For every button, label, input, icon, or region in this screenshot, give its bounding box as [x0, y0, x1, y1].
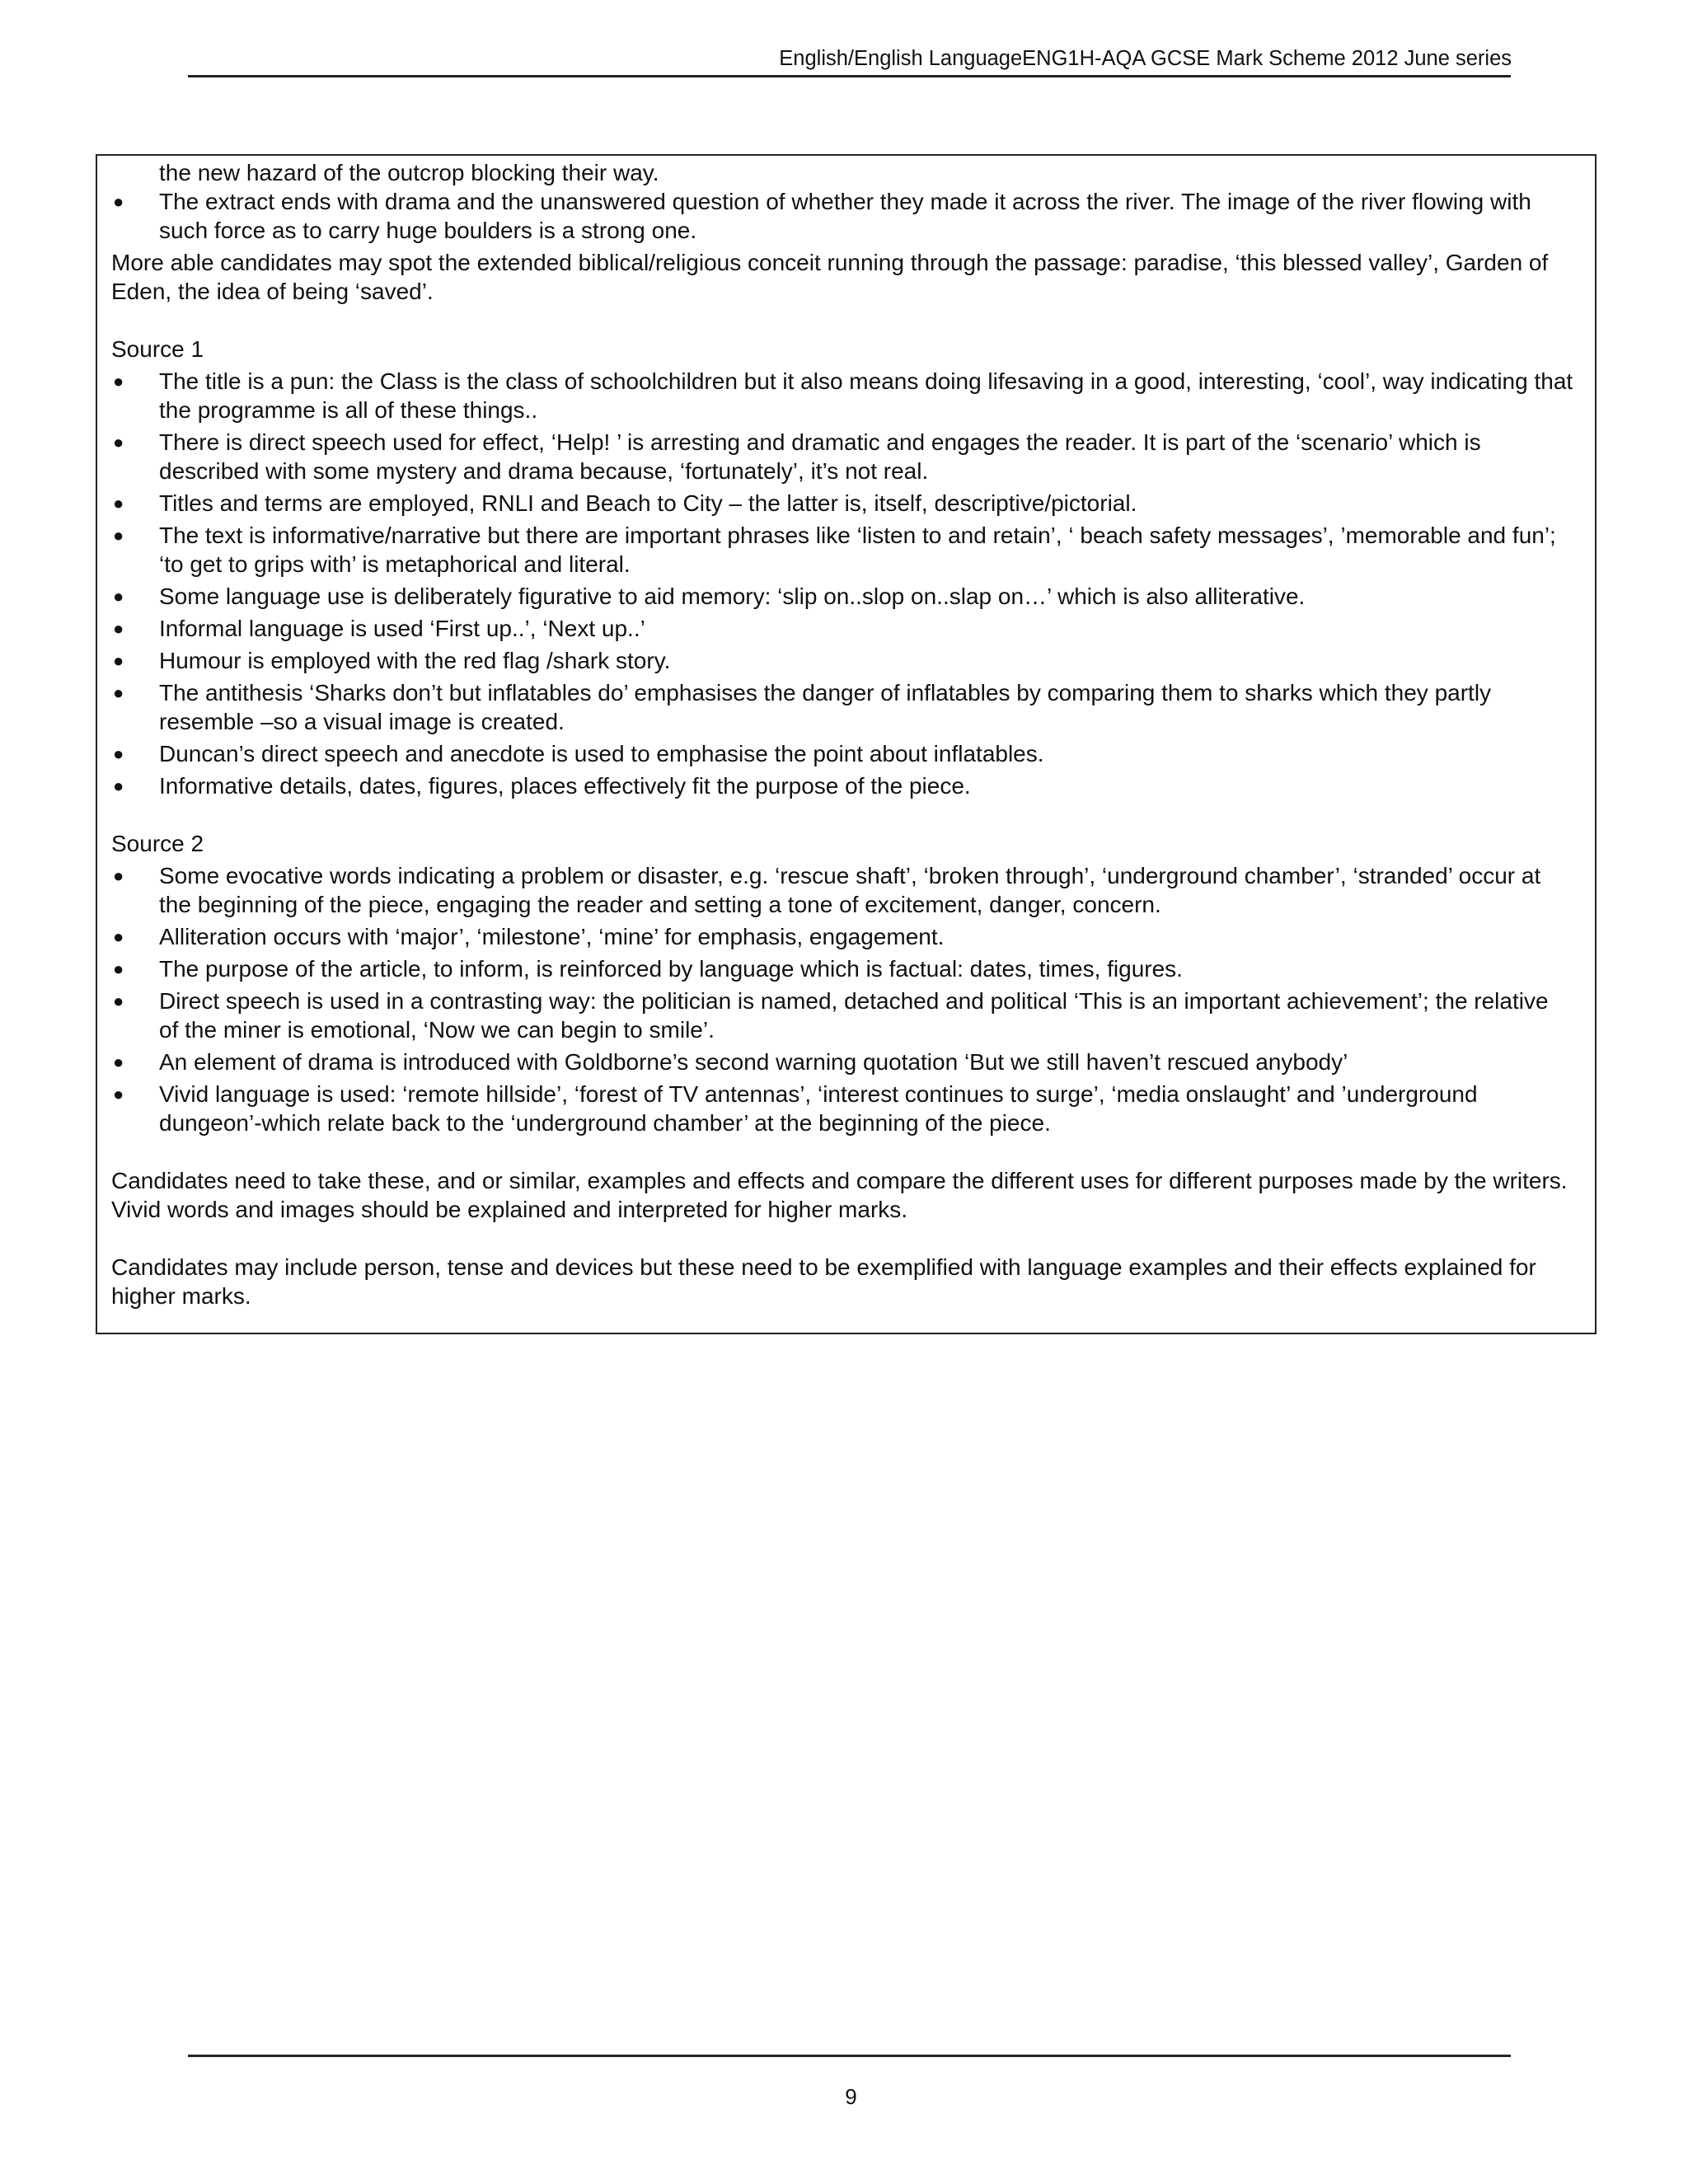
bullet-icon: ●: [113, 493, 124, 513]
page-header-title: English/English LanguageENG1H-AQA GCSE Mark Scheme 2012 June series: [779, 47, 1512, 70]
list-item: [111, 739, 1573, 768]
bullet-icon: ●: [113, 865, 124, 886]
list-item-text: An element of drama is introduced with Goldborne’s second warning quotation ‘But we still haven’t rescued anybody’: [159, 1049, 1348, 1075]
list-item-text: The text is informative/narrative but there are important phrases like ‘listen to and retain’, ‘ beach safety messages’, ’memorable and fun’; ‘to get to grips with’ is metaphorical and literal.: [159, 523, 1556, 577]
list-item: [111, 614, 1573, 643]
list-item-text: The title is a pun: the Class is the class of schoolchildren but it also means doing lifesaving in a good, interesting, ‘cool’, way indicating that the programme is all of these things..: [159, 368, 1573, 423]
closing-paragraph-2: Candidates may include person, tense and devices but these need to be exemplified with language examples and their effects explained for higher marks.: [111, 1254, 1536, 1309]
list-item-text: Alliteration occurs with ‘major’, ‘milestone’, ‘mine’ for emphasis, engagement.: [159, 924, 945, 949]
list-item: [111, 987, 1573, 1044]
bullet-icon: ●: [113, 191, 124, 212]
list-item: [111, 489, 1573, 518]
able-candidates-note: More able candidates may spot the extended biblical/religious conceit running through the passage: paradise, ‘this blessed valley’, Garden of Eden, the idea of being ‘saved’.: [111, 250, 1549, 304]
bullet-icon: ●: [113, 371, 124, 391]
list-item: [111, 582, 1573, 611]
list-item: [111, 954, 1573, 983]
bullet-icon: ●: [113, 650, 124, 671]
bullet-icon: ●: [113, 432, 124, 452]
list-item: [111, 367, 1573, 424]
list-item: [111, 1047, 1573, 1076]
list-item-text: Some evocative words indicating a problem or disaster, e.g. ‘rescue shaft’, ‘broken through’, ‘underground chamber’, ‘stranded’ occur at the beginning of the piece, engaging the reader and setting a tone of excitement, danger, concern.: [159, 863, 1541, 917]
closing-paragraph-1: Candidates need to take these, and or similar, examples and effects and compare the different uses for different purposes made by the writers. Vivid words and images should be explained and interpreted for higher marks.: [111, 1168, 1568, 1222]
bullet-icon: ●: [113, 991, 124, 1011]
list-item-text: The antithesis ‘Sharks don’t but inflatables do’ emphasises the danger of inflatables by comparing them to sharks which they partly resemble –so a visual image is created.: [159, 680, 1492, 734]
list-item-text: The purpose of the article, to inform, is reinforced by language which is factual: dates, times, figures.: [159, 956, 1183, 982]
list-item: [111, 187, 1573, 245]
list-item-text: Vivid language is used: ‘remote hillside’, ‘forest of TV antennas’, ‘interest continues to surge’, ‘media onslaught’ and ’underground dungeon’-which relate back to the ‘underground chamber’ at the beginning of the piece.: [159, 1081, 1478, 1136]
intro-bullet-list: [111, 187, 1573, 245]
bullet-icon: ●: [113, 682, 124, 703]
bullet-icon: ●: [113, 1084, 124, 1104]
list-item-text: Duncan’s direct speech and anecdote is used to emphasise the point about inflatables.: [159, 741, 1044, 766]
list-item-text: There is direct speech used for effect, ‘Help! ’ is arresting and dramatic and engages the reader. It is part of the ‘scenario’ which is described with some mystery and drama because, ‘fortunately’, it’s not real.: [159, 429, 1481, 484]
source-1-heading: Source 1: [111, 336, 204, 362]
list-item-text: The extract ends with drama and the unanswered question of whether they made it across the river. The image of the river flowing with such force as to carry huge boulders is a strong one.: [159, 189, 1531, 243]
list-item-text: Informative details, dates, figures, places effectively fit the purpose of the piece.: [159, 773, 971, 799]
header-divider: [188, 75, 1511, 77]
list-item-text: Some language use is deliberately figurative to aid memory: ‘slip on..slop on..slap on…’ which is also alliterative.: [159, 583, 1306, 609]
bullet-icon: ●: [113, 926, 124, 947]
list-item: [111, 521, 1573, 579]
intro-continuation: the new hazard of the outcrop blocking their way.: [159, 160, 659, 185]
bullet-icon: ●: [113, 586, 124, 607]
bullet-icon: ●: [113, 1052, 124, 1072]
footer-divider: [188, 2055, 1511, 2057]
source-1-bullet-list: [111, 367, 1573, 800]
page-number: 9: [845, 2084, 857, 2109]
bullet-icon: ●: [113, 776, 124, 796]
list-item-text: Direct speech is used in a contrasting way: the politician is named, detached and political ‘This is an important achievement’; the relative of the miner is emotional, ‘Now we can begin to smile’.: [159, 988, 1549, 1043]
list-item: [111, 861, 1573, 919]
source-2-bullet-list: [111, 861, 1573, 1137]
bullet-icon: ●: [113, 958, 124, 979]
list-item: [111, 922, 1573, 951]
list-item-text: Titles and terms are employed, RNLI and Beach to City – the latter is, itself, descriptive/pictorial.: [159, 490, 1137, 516]
list-item: [111, 1080, 1573, 1137]
list-item: [111, 678, 1573, 736]
list-item: [111, 646, 1573, 675]
list-item-text: Informal language is used ‘First up..’, ‘Next up..’: [159, 616, 645, 641]
bullet-icon: ●: [113, 743, 124, 764]
mark-scheme-box: [96, 154, 1597, 1334]
list-item: [111, 771, 1573, 800]
bullet-icon: ●: [113, 618, 124, 639]
list-item-text: Humour is employed with the red flag /shark story.: [159, 648, 671, 673]
bullet-icon: ●: [113, 525, 124, 546]
source-2-heading: Source 2: [111, 831, 204, 856]
list-item: [111, 428, 1573, 485]
